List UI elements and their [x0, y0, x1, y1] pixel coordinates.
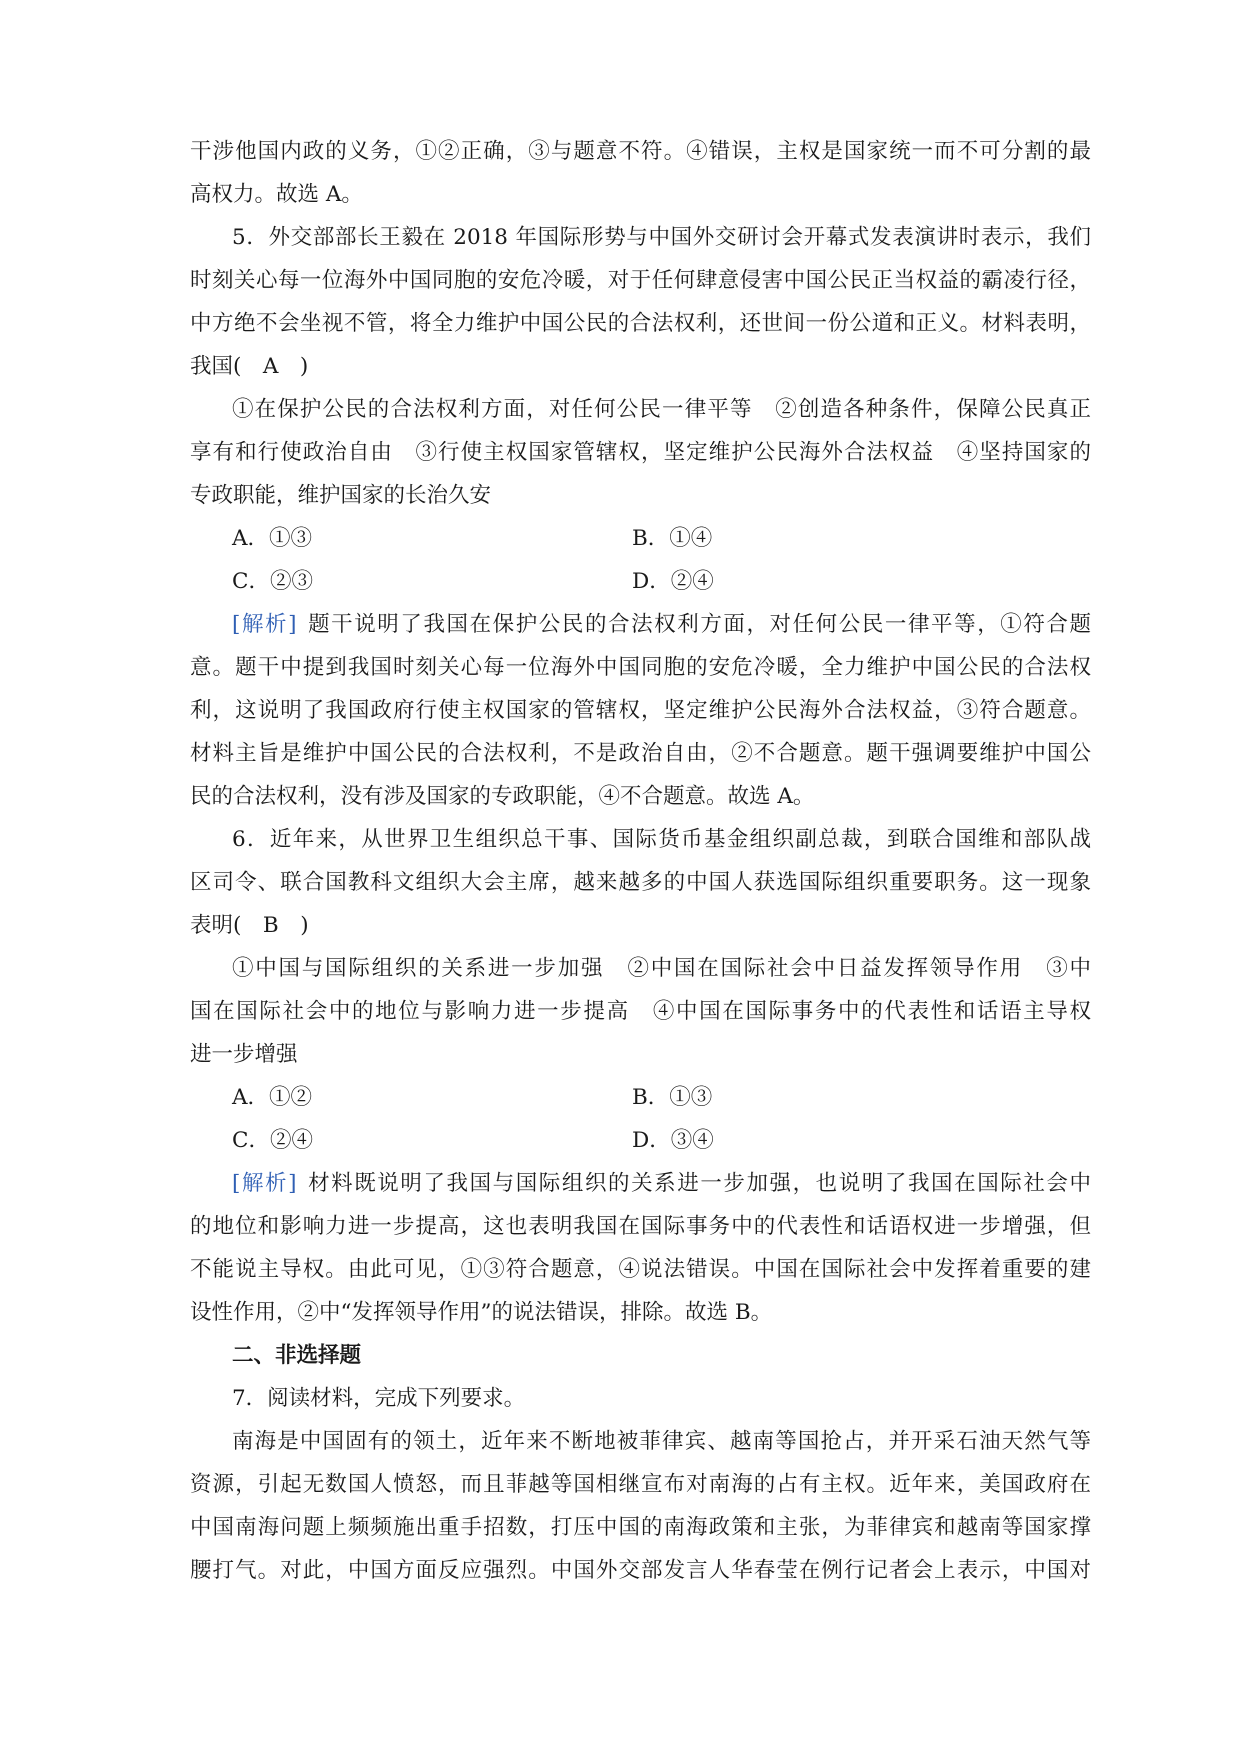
paragraph-line: 高权力。故选 A。	[190, 182, 363, 207]
question-6-stem: 区司令、联合国教科文组织大会主席，越来越多的中国人获选国际组织重要职务。这一现象	[190, 870, 1091, 895]
analysis-text: 材料既说明了我国与国际组织的关系进一步加强，也说明了我国在国际社会中	[306, 1171, 1091, 1196]
question-6-analysis: 不能说主导权。由此可见，①③符合题意，④说法错误。中国在国际社会中发挥着重要的建	[190, 1257, 1091, 1282]
option-d: D．③④	[632, 1128, 714, 1153]
option-c: C．②③	[232, 569, 313, 594]
option-d: D．②④	[632, 569, 714, 594]
question-5-stem: 中方绝不会坐视不管，将全力维护中国公民的合法权利，还世间一份公道和正义。材料表明，	[190, 311, 1091, 336]
question-5-statements: 专政职能，维护国家的长治久安	[190, 483, 492, 508]
paragraph-line: 干涉他国内政的义务，①②正确，③与题意不符。④错误，主权是国家统一而不可分割的最	[190, 139, 1091, 164]
analysis-text: 题干说明了我国在保护公民的合法权利方面，对任何公民一律平等，①符合题	[306, 612, 1091, 637]
question-5-analysis: 意。题干中提到我国时刻关心每一位海外中国同胞的安危冷暖，全力维护中国公民的合法权	[190, 655, 1091, 680]
question-7-material: 腰打气。对此，中国方面反应强烈。中国外交部发言人华春莹在例行记者会上表示，中国对	[190, 1558, 1091, 1583]
analysis-tag: [解析]	[232, 612, 297, 637]
question-6-analysis	[190, 1162, 1091, 1205]
option-b: B．①④	[632, 526, 713, 551]
question-6-options-row	[190, 1119, 1091, 1162]
question-7-material: 中国南海问题上频频施出重手招数，打压中国的南海政策和主张，为菲律宾和越南等国家撑	[190, 1515, 1091, 1540]
option-b: B．①③	[632, 1085, 713, 1110]
question-7-stem: 7．阅读材料，完成下列要求。	[232, 1386, 526, 1411]
question-5-statements: ①在保护公民的合法权利方面，对任何公民一律平等 ②创造各种条件，保障公民真正	[232, 397, 1091, 422]
question-5-options-row	[190, 517, 1091, 560]
question-5-options-row	[190, 560, 1091, 603]
question-6-statements: ①中国与国际组织的关系进一步加强 ②中国在国际社会中日益发挥领导作用 ③中	[232, 956, 1091, 981]
question-6-statements: 进一步增强	[190, 1042, 298, 1067]
question-6-analysis: 的地位和影响力进一步提高，这也表明我国在国际事务中的代表性和话语权进一步增强，但	[190, 1214, 1091, 1239]
question-5-stem: 5．外交部部长王毅在 2018 年国际形势与中国外交研讨会开幕式发表演讲时表示，我们	[232, 225, 1091, 250]
question-6-statements: 国在国际社会中的地位与影响力进一步提高 ④中国在国际事务中的代表性和话语主导权	[190, 999, 1091, 1024]
question-5-statements: 享有和行使政治自由 ③行使主权国家管辖权，坚定维护公民海外合法权益 ④坚持国家的	[190, 440, 1091, 465]
option-a: A．①③	[232, 526, 313, 551]
question-5-analysis: 民的合法权利，没有涉及国家的专政职能，④不合题意。故选 A。	[190, 784, 815, 809]
question-5-analysis	[190, 603, 1091, 646]
question-5-stem: 我国( A )	[190, 354, 309, 379]
question-5-analysis: 材料主旨是维护中国公民的合法权利，不是政治自由，②不合题意。题干强调要维护中国公	[190, 741, 1091, 766]
question-6-stem: 表明( B )	[190, 913, 309, 938]
question-6-options-row	[190, 1076, 1091, 1119]
question-7-material: 资源，引起无数国人愤怒，而且菲越等国相继宣布对南海的占有主权。近年来，美国政府在	[190, 1472, 1091, 1497]
option-a: A．①②	[232, 1085, 313, 1110]
question-6-stem: 6．近年来，从世界卫生组织总干事、国际货币基金组织副总裁，到联合国维和部队战	[232, 827, 1091, 852]
section-heading: 二、非选择题	[232, 1343, 362, 1368]
analysis-tag: [解析]	[232, 1171, 297, 1196]
question-5-analysis: 利，这说明了我国政府行使主权国家的管辖权，坚定维护公民海外合法权益，③符合题意。	[190, 698, 1091, 723]
question-7-material: 南海是中国固有的领土，近年来不断地被菲律宾、越南等国抢占，并开采石油天然气等	[232, 1429, 1091, 1454]
question-5-stem: 时刻关心每一位海外中国同胞的安危冷暖，对于任何肆意侵害中国公民正当权益的霸凌行径，	[190, 268, 1091, 293]
question-6-analysis: 设性作用，②中“发挥领导作用”的说法错误，排除。故选 B。	[190, 1300, 773, 1325]
option-c: C．②④	[232, 1128, 313, 1153]
